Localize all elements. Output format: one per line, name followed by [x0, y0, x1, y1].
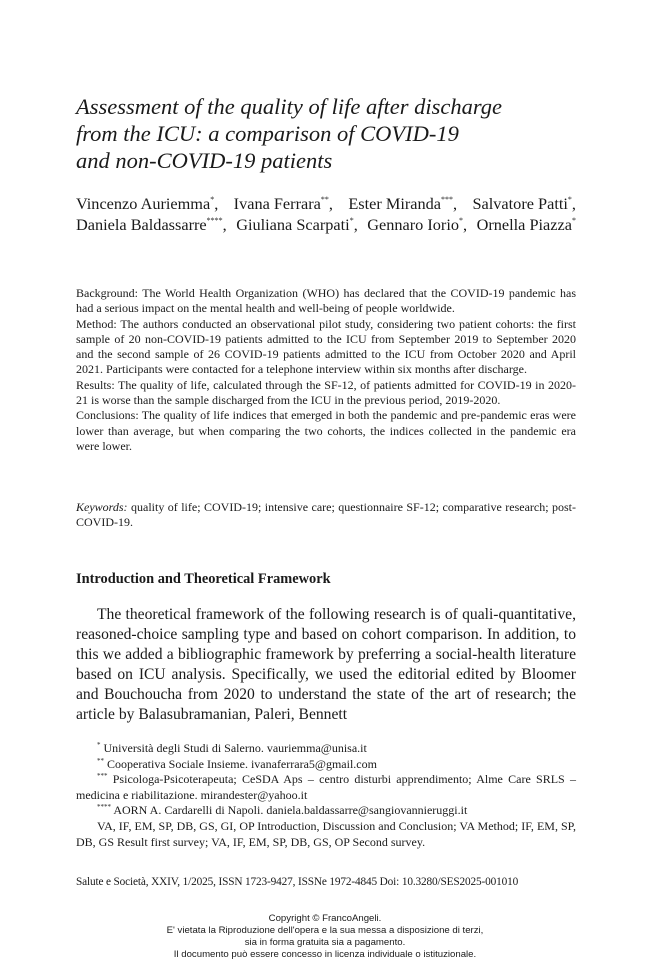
author: Daniela Baldassarre****, — [76, 215, 227, 234]
author-line — [76, 214, 576, 235]
title-line: Assessment of the quality of life after discharge — [76, 94, 502, 119]
footnote: VA, IF, EM, SP, DB, GS, GI, OP Introduction, Discussion and Conclusion; VA Method; IF, EM, SP, DB, GS Result first survey; VA, IF, EM, SP, DB, GS, OP Second survey. — [76, 818, 576, 849]
author: Gennaro Iorio*, — [367, 215, 468, 234]
footnote: **** AORN A. Cardarelli di Napoli. daniela.baldassarre@sangiovannieruggi.it — [97, 803, 468, 818]
keywords-text: quality of life; COVID-19; intensive care; questionnaire SF-12; comparative research; post-COVID-19. — [76, 500, 576, 530]
copyright-line: E' vietata la Riproduzione dell'opera e la sua messa a disposizione di terzi, — [166, 925, 484, 936]
author: Giuliana Scarpati*, — [236, 215, 358, 234]
abstract-conclusions: Conclusions: The quality of life indices that emerged in both the pandemic and pre-pandemic eras were lower than average, but when comparing the two cohorts, the indices collected in the pandemic era were lower. — [76, 408, 576, 453]
copyright-line: sia in forma gratuita sia a pagamento. — [244, 937, 406, 948]
author-line — [76, 193, 576, 214]
title-line: from the ICU: a comparison of COVID-19 — [76, 121, 459, 146]
copyright-line: Copyright © FrancoAngeli. — [268, 913, 382, 924]
title-line: and non-COVID-19 patients — [76, 148, 333, 173]
abstract-background: Background: The World Health Organization (WHO) has declared that the COVID-19 pandemic has had a serious impact on the mental health and well-being of people worldwide. — [76, 286, 576, 316]
author: Ester Miranda***, — [348, 194, 458, 213]
author: Salvatore Patti*, — [472, 194, 576, 213]
author: Ornella Piazza* — [476, 215, 576, 234]
abstract-results: Results: The quality of life, calculated through the SF-12, of patients admitted for COVID-19 in 2020-21 is worse than the sample discharged from the ICU in the previous period, 2019-2020. — [76, 377, 576, 408]
keywords — [76, 500, 576, 531]
keywords-label: Keywords: — [76, 500, 128, 514]
author: Ivana Ferrara**, — [233, 194, 333, 213]
abstract-method: Method: The authors conducted an observational pilot study, considering two patient cohorts: the first sample of 20 non-COVID-19 patients admitted to the ICU from September 2019 to September 2020 and the second sample of 26 COVID-19 patients admitted to the ICU from October 2020 and April 2021. Participants were contacted for a telephone interview within six months after discharge. — [76, 316, 576, 377]
footnote: * Università degli Studi di Salerno. vauriemma@unisa.it — [97, 741, 367, 755]
footnotes — [76, 741, 576, 850]
author: Vincenzo Auriemma*, — [76, 194, 219, 213]
abstract — [76, 286, 576, 454]
footnote: *** Psicologa-Psicoterapeuta; CeSDA Aps – centro disturbi apprendimento; Alme Care SRLS – medicina e riabilitazione. mirandester@yahoo.it — [76, 772, 576, 802]
section-heading: Introduction and Theoretical Framework — [76, 571, 331, 587]
intro-paragraph: The theoretical framework of the following research is of quali-quantitative, reasoned-choice sampling type and based on cohort comparison. In addition, to this we added a bibliographic framework by preferring a social-health literature based on ICU analysis. Specifically, we used the editorial edited by Bloomer and Bouchoucha from 2020 to understand the state of the art of research; the article by Balasubramanian, Paleri, Bennett — [76, 606, 576, 723]
article-title — [76, 93, 576, 174]
copyright-notice — [0, 913, 650, 961]
copyright-line: Il documento può essere concesso in licenza individuale o istituzionale. — [173, 949, 477, 960]
author-list — [76, 193, 576, 235]
footnote: ** Cooperativa Sociale Insieme. ivanaferrara5@gmail.com — [97, 756, 377, 771]
journal-citation: Salute e Società, XXIV, 1/2025, ISSN 1723-9427, ISSNe 1972-4845 Doi: 10.3280/SES2025-001010 — [76, 876, 519, 888]
